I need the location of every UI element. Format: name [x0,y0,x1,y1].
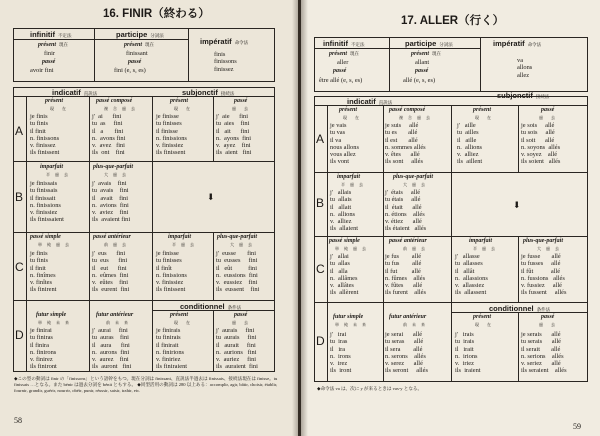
subjonctif-header: subjonctif 接続法 [182,88,235,97]
infinitif-header: infinitif 不定法 [30,30,72,39]
part-present: allant [415,59,430,66]
cond-passe-forms: je serais allé tu serais allé il serait allé n. serions allés v. seriez allé ils seraient allés [521,331,567,375]
inf-present: aller [337,59,349,66]
arrow-down-icon: ⬇ [513,200,521,210]
row-letter-d: D [316,334,325,348]
row-letter-c: C [316,262,325,276]
part-passe: allé (e, s, es) [403,77,436,84]
row-letter-b: B [316,196,325,210]
inf-passe: avoir fini [30,67,54,74]
page-number: 58 [14,416,22,425]
footnote: ◆命令法 va は、次に y が来るときは vas-y となる。 [317,386,423,391]
conditionnel-header: conditionnel 条件法 [489,304,551,313]
ind-pc-forms: je suis allé tu es allé il est allé n. sommes allés v. êtes allé ils sont allés [385,122,426,166]
sub-passe-forms: j' aie fini tu aies fini il ait fini n. ayons fini v. ayez fini ils aient fini [216,113,252,157]
row-letter-b: B [15,190,24,204]
page-title: 16. FINIR（終わる） [103,8,210,20]
passe-simple-forms: je finis tu finis il finit n. finîmes v. finîtes ils finirent [30,250,57,294]
ind-present-forms: je vais tu vas il va nous allons vous allez ils vont [330,122,359,166]
cond-present-forms: je finirais tu finirais il finirait n. finirions v. finiriez ils finiraient [156,327,188,371]
conditionnel-header: conditionnel 条件法 [180,302,242,311]
footnote: ◆この型の動詞は finir の「finissons」という語幹をもつ。現在分詞は finissant、直説法半過去は finissais、接続法現在は finisse。tu finissais …となる。また bénir は過去分詞を bénit ともする。 ◆同型活用の動詞は 280 以上ある：accomplir, agir, bâtir, choisir, établir, fournir, grandir, guérir, nourrir, obéir, punir, réussir, saisir, trahir, etc. [14,376,278,393]
subjonctif-header: subjonctif 接続法 [497,91,550,100]
imparfait-forms: j' allais tu allais il allait n. allions v. alliez ils allaient [330,189,359,233]
sub-present-forms: je finisse tu finisses il finisse n. finissions v. finissiez ils finissent [156,113,187,157]
ind-present-forms: je finis tu finis il finit n. finissons v. finissez ils finissent [30,113,60,157]
part-passe: fini (e, s, es) [114,67,146,74]
cond-present-forms: j' irais tu irais il irait n. irions v. iriez ils iraient [455,331,481,375]
page-title: 17. ALLER（行く） [401,15,505,27]
passe-anterieur-forms: j' eus fini tu eus fini il eut fini n. eûmes fini v. eûtes fini ils eurent fini [92,250,130,294]
pqp-forms: j' étais allé tu étais allé il était allé n. étions allés v. étiez allé ils étaient allés [385,189,427,233]
book-gutter [292,0,308,436]
inf-present: finir [44,50,56,57]
participe-header: participe 分詞法 [116,30,164,39]
right-page: 17. ALLER（行く） infinitif 不定法 participe 分詞法 impératif 命令法 présent 現在 aller passé être allé (e, s, es) présent 現在 allant passé allé (e, s, es) va allons allez indicatif 直説法 subjonctif 接続法 conditionnel 条件法 A présent 現 在 je vais tu vas il va nous allons vous allez ils vont passé composé 複 合 過 去 je suis allé tu es allé il est allé n. sommes allés v. êtes allé ils sont allés présent 現 在 j' aille tu ailles il aille n. allions v. alliez ils aillent passé 過 去 je sois allé tu sois allé il soit allé n. soyons allés v. soyez allé ils soient allés B imparfait 半 過 去 j' allais tu allais il allait n. allions v. alliez ils allaient plus-que-parfait 大 過 去 j' étais allé tu étais allé il était allé n. étions allés v. étiez allé ils étaient allés ⬇ C passé simple 単 純 過 去 j' allai tu allas il alla n. allâmes v. allâtes ils allèrent passé antérieur 前 過 去 je fus allé tu fus allé il fut allé n. fûmes allés v. fûtes allé ils furent allés imparfait 半 過 去 j' allasse tu allasses il allât n. allassions v. allassiez ils allassent plus-que-parfait 大 過 去 je fusse allé tu fusses allé il fût allé n. fussions allés v. fussiez allé ils fussent allés D futur simple 単 純 未 来 j' irai tu iras il ira n. irons v. irez ils iront futur antérieur 前 未 来 je serai allé tu seras allé il sera allé n. serons allés v. serez allé ils seront allés présent 現 在 j' irais tu irais il irait n. irions v. iriez ils iraient passé 過 去 je serais allé tu serais allé il serait allé n. serions allés v. seriez allé ils seraient allés ◆命令法 va は、次に y が来るときは vas-y となる。 59 [301,0,600,436]
imparfait-forms: je finissais tu finissais il finissait n. finissions v. finissiez ils finissaient [30,180,64,224]
cond-passe-forms: j' aurais fini tu aurais fini il aurait fini n. aurions fini v. auriez fini ils auraient fini [216,327,258,371]
sub-imparfait-forms: je finisse tu finisses il finît n. finissions v. finissiez ils finissent [156,250,187,294]
sub-imparfait-forms: j' allasse tu allasses il allât n. allassions v. allassiez ils allassent [455,253,488,297]
sub-pqp-forms: j' eusse fini tu eusses fini il eût fini n. eussions fini v. eussiez fini ils eussent fini [216,250,260,294]
left-page: 16. FINIR（終わる） infinitif 不定法 participe 分詞法 impératif 命令法 présent 現在 finir passé avoir fini présent 現在 finissant passé fini (e, s, es) finis finissons finissez indicatif 直説法 subjonctif 接続法 conditionnel 条件法 A présent 現 在 je finis tu finis il finit n. finissons v. finissez ils finissent passé composé 複 合 過 去 j' ai fini tu as fini il a fini n. avons fini v. avez fini ils ont fini présent 現 在 je finisse tu finisses il finisse n. finissions v. finissiez ils finissent passé 過 去 j' aie fini tu aies fini il ait fini n. ayons fini v. ayez fini ils aient fini B imparfait 半 過 去 je finissais tu finissais il finissait n. finissions v. finissiez ils finissaient plus-que-parfait 大 過 去 j' avais fini tu avais fini il avait fini n. avions fini v. aviez fini ils avaient fini ⬇ C passé simple 単 純 過 去 je finis tu finis il finit n. finîmes v. finîtes ils finirent passé antérieur 前 過 去 j' eus fini tu eus fini il eut fini n. eûmes fini v. eûtes fini ils eurent fini imparfait 半 過 去 je finisse tu finisses il finît n. finissions v. finissiez ils finissent plus-que-parfait 大 過 去 j' eusse fini tu eusses fini il eût fini n. eussions fini v. eussiez fini ils eussent fini D futur simple 単 純 未 来 je finirai tu finiras il finira n. finirons v. finirez ils finiront futur antérieur 前 未 来 j' aurai fini tu auras fini il aura fini n. aurons fini v. aurez fini ils auront fini présent 現 在 je finirais tu finirais il finirait n. finirions v. finiriez ils finiraient passé 過 去 j' aurais fini tu aurais fini il aurait fini n. aurions fini v. auriez fini ils auraient fini ◆この型の動詞は finir の「finissons」という語幹をもつ。現在分詞は finissant、直説法半過去は finissais、接続法現在は finisse。tu finissais …となる。また bénir は過去分詞を bénit ともする。 ◆同型活用の動詞は 280 以上ある：accomplir, agir, bâtir, choisir, établir, fournir, grandir, guérir, nourrir, obéir, punir, réussir, saisir, trahir, etc. 58 [0,0,298,436]
part-present: finissant [126,50,148,57]
sub-present-forms: j' aille tu ailles il aille n. allions v. alliez ils aillent [457,122,483,166]
page-number: 59 [573,422,581,431]
indicatif-header: indicatif 直説法 [52,88,98,97]
imperatif-header: impératif 命令法 [200,37,249,46]
indicatif-header: indicatif 直説法 [347,97,393,106]
imperatif-forms: finis finissons finissez [214,51,237,73]
sub-passe-forms: je sois allé tu sois allé il soit allé n. soyons allés v. soyez allé ils soient allés [521,122,561,166]
imperatif-header: impératif 命令法 [493,39,542,48]
pqp-forms: j' avais fini tu avais fini il avait fini n. avions fini v. aviez fini ils avaient fini [92,180,131,224]
imperatif-forms: va allons allez [517,57,533,79]
row-letter-a: A [316,132,325,146]
participe-header: participe 分詞法 [405,39,453,48]
futur-anterieur-forms: j' aurai fini tu auras fini il aura fini n. aurons fini v. aurez fini ils auront fini [92,327,132,371]
arrow-down-icon: ⬇ [207,192,215,202]
passe-anterieur-forms: je fus allé tu fus allé il fut allé n. fûmes allés v. fûtes allé ils furent allés [385,253,426,297]
futur-simple-forms: j' irai tu iras il ira n. irons v. irez ils iront [330,331,352,375]
futur-anterieur-forms: je serai allé tu seras allé il sera allé n. serons allés v. serez allé ils seront allés [385,331,428,375]
passe-simple-forms: j' allai tu allas il alla n. allâmes v. allâtes ils allèrent [330,253,359,297]
row-letter-d: D [15,328,24,342]
futur-simple-forms: je finirai tu finiras il finira n. finirons v. finirez ils finiront [30,327,57,371]
ind-pc-forms: j' ai fini tu as fini il a fini n. avons fini v. avez fini ils ont fini [92,113,126,157]
row-letter-a: A [15,124,24,138]
inf-passe: être allé (e, s, es) [319,77,363,84]
row-letter-c: C [15,260,24,274]
infinitif-header: infinitif 不定法 [323,39,365,48]
sub-pqp-forms: je fusse allé tu fusses allé il fût allé n. fussions allés v. fussiez allé ils fussent allés [521,253,567,297]
